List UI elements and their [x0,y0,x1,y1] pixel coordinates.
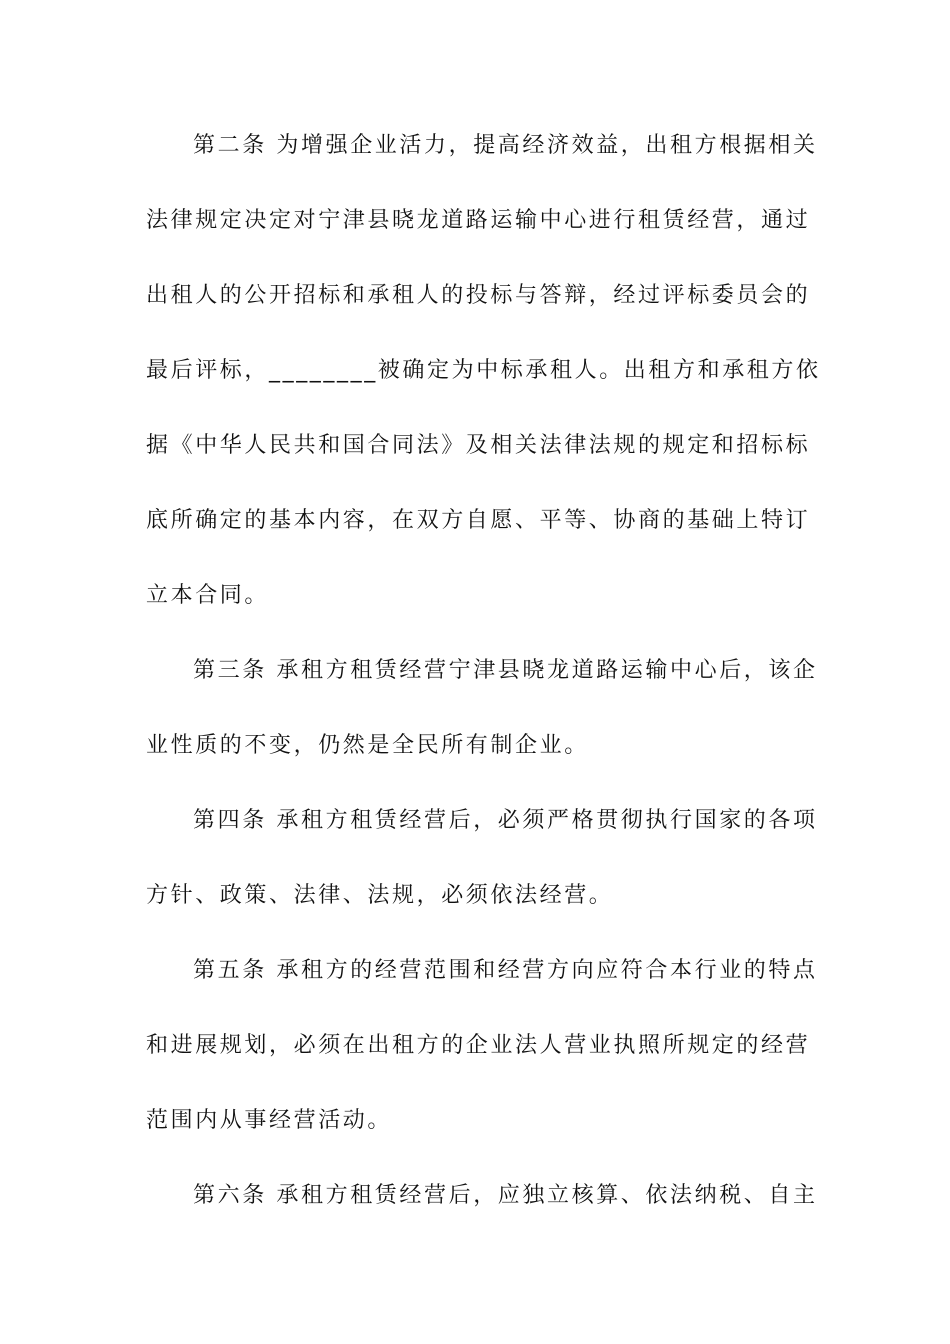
paragraph-1-line-3: 出租人的公开招标和承租人的投标与答辩，经过评标委员会的 [146,283,811,308]
paragraph-5-line-1: 第六条 承租方租赁经营后，应独立核算、依法纳税、自主 [193,1183,818,1208]
paragraph-1-line-6: 底所确定的基本内容，在双方自愿、平等、协商的基础上特订 [146,508,811,533]
paragraph-3-line-2: 方针、政策、法律、法规，必须依法经营。 [146,883,614,908]
paragraph-4-line-3: 范围内从事经营活动。 [146,1108,393,1133]
paragraph-1-line-5: 据《中华人民共和国合同法》及相关法律法规的规定和招标标 [146,433,811,458]
paragraph-1-line-4: 最后评标，________被确定为中标承租人。出租方和承租方依 [146,358,821,383]
paragraph-4-line-1: 第五条 承租方的经营范围和经营方向应符合本行业的特点 [193,958,818,983]
paragraph-2-line-1: 第三条 承租方租赁经营宁津县晓龙道路运输中心后，该企 [193,658,818,683]
paragraph-4-line-2: 和进展规划，必须在出租方的企业法人营业执照所规定的经营 [146,1033,811,1058]
paragraph-3-line-1: 第四条 承租方租赁经营后，必须严格贯彻执行国家的各项 [193,808,818,833]
paragraph-2-line-2: 业性质的不变，仍然是全民所有制企业。 [146,733,589,758]
paragraph-1-line-1: 第二条 为增强企业活力，提高经济效益，出租方根据相关 [193,133,818,158]
paragraph-1-line-7: 立本合同。 [146,583,270,608]
paragraph-1-line-2: 法律规定决定对宁津县晓龙道路运输中心进行租赁经营，通过 [146,208,811,233]
